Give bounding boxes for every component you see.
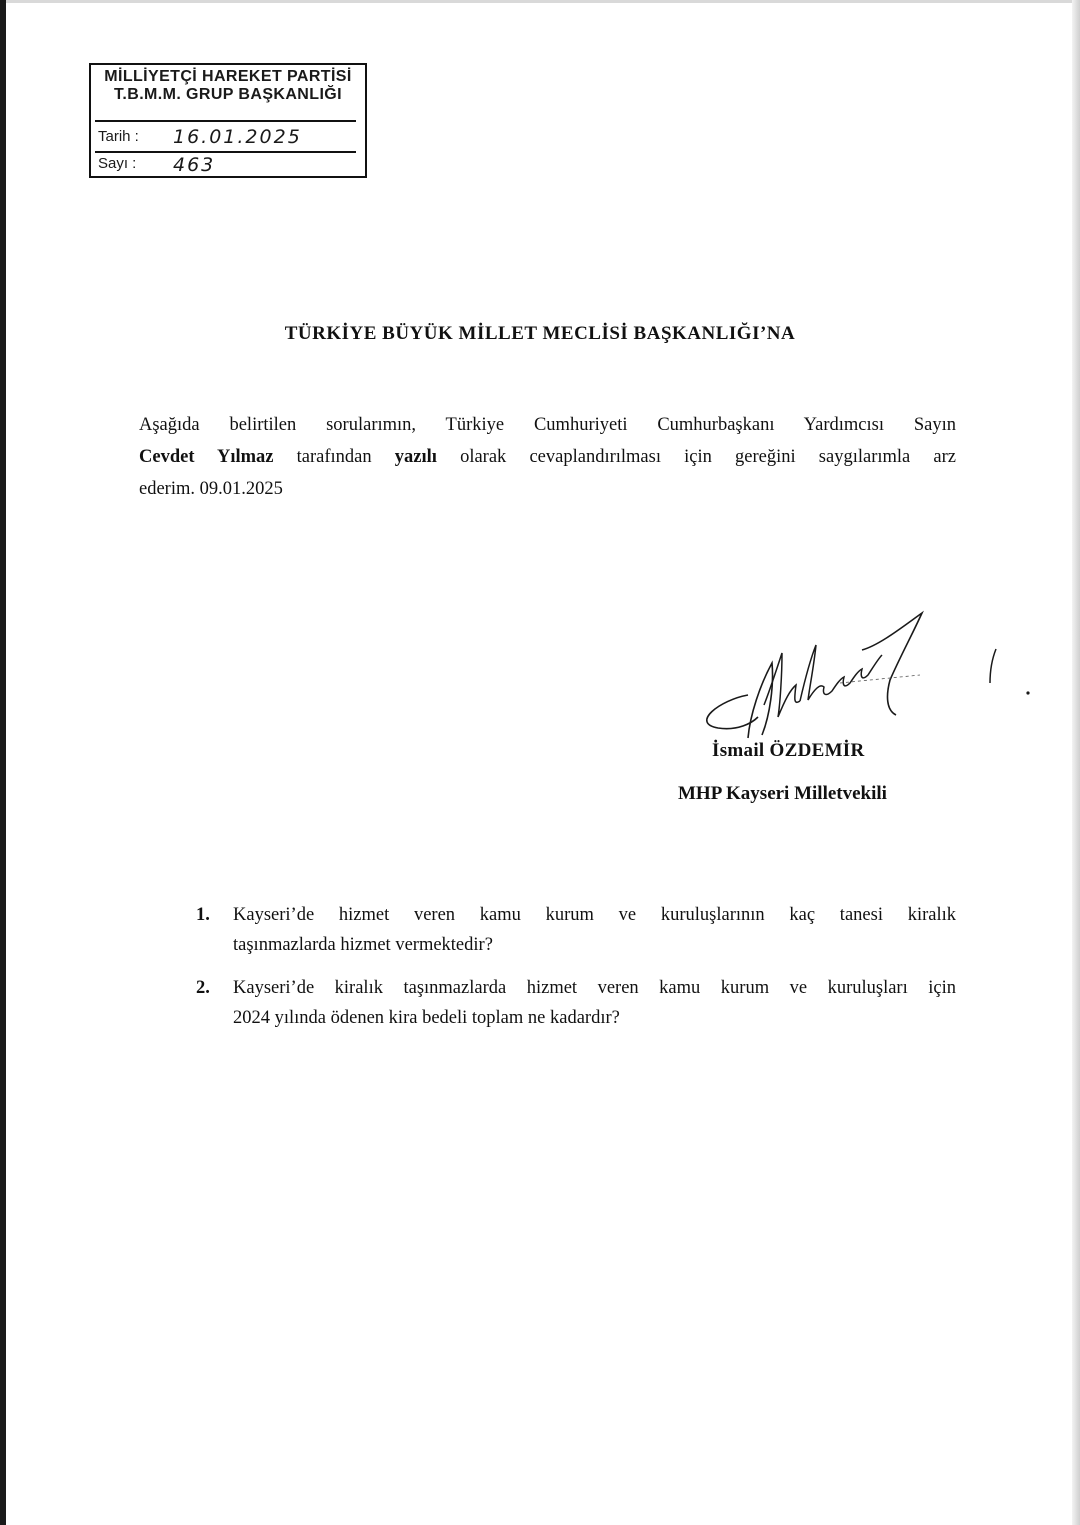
body-line-1: Aşağıda belirtilen sorularımın, Türkiye Cumhuriyeti Cumhurbaşkanı Yardımcısı Sayın <box>139 415 956 435</box>
stamp-divider-2 <box>95 151 356 153</box>
stamp-group: T.B.M.M. GRUP BAŞKANLIĞI <box>114 86 342 103</box>
registry-stamp <box>89 63 367 178</box>
question-line: taşınmazlarda hizmet vermektedir? <box>233 935 493 955</box>
stamp-number-label: Sayı : <box>98 155 137 172</box>
question-list <box>196 900 956 1046</box>
signer-name: İsmail ÖZDEMİR <box>712 740 865 761</box>
document-body <box>139 409 956 505</box>
stamp-number-row <box>98 154 216 176</box>
question-line: Kayseri’de kiralık taşınmazlarda hizmet veren kamu kurum ve kuruluşları için <box>233 978 956 998</box>
question-item <box>196 973 956 1033</box>
scan-right-edge <box>1072 0 1080 1525</box>
scan-left-edge <box>0 0 6 1525</box>
written-emphasis: yazılı <box>394 447 437 467</box>
question-number: 1. <box>196 905 210 925</box>
body-line-2-mid: tarafından <box>273 447 395 467</box>
signer-title: MHP Kayseri Milletvekili <box>678 783 887 804</box>
stamp-date-label: Tarih : <box>98 128 139 145</box>
signature-image <box>690 605 930 745</box>
question-number: 2. <box>196 978 210 998</box>
stamp-number-value: 463 <box>173 154 216 176</box>
document-title: TÜRKİYE BÜYÜK MİLLET MECLİSİ BAŞKANLIĞI’NA <box>284 323 796 344</box>
stamp-party: MİLLİYETÇİ HAREKET PARTİSİ <box>104 68 352 85</box>
scan-top-edge <box>0 0 1080 3</box>
stamp-date-row <box>98 126 302 148</box>
stamp-divider <box>95 120 356 122</box>
question-text <box>233 900 956 960</box>
body-line-2-rest: olarak cevaplandırılması için gereğini saygılarımla arz <box>436 447 956 467</box>
margin-pen-mark <box>978 645 1038 705</box>
body-line-2 <box>139 441 956 473</box>
minister-name: Cevdet Yılmaz <box>139 447 274 467</box>
question-item <box>196 900 956 960</box>
stamp-date-value: 16.01.2025 <box>173 126 302 148</box>
body-line-3: ederim. 09.01.2025 <box>139 479 283 499</box>
question-text <box>233 973 956 1033</box>
question-line: Kayseri’de hizmet veren kamu kurum ve kuruluşlarının kaç tanesi kiralık <box>233 905 956 925</box>
question-line: 2024 yılında ödenen kira bedeli toplam ne kadardır? <box>233 1008 620 1028</box>
